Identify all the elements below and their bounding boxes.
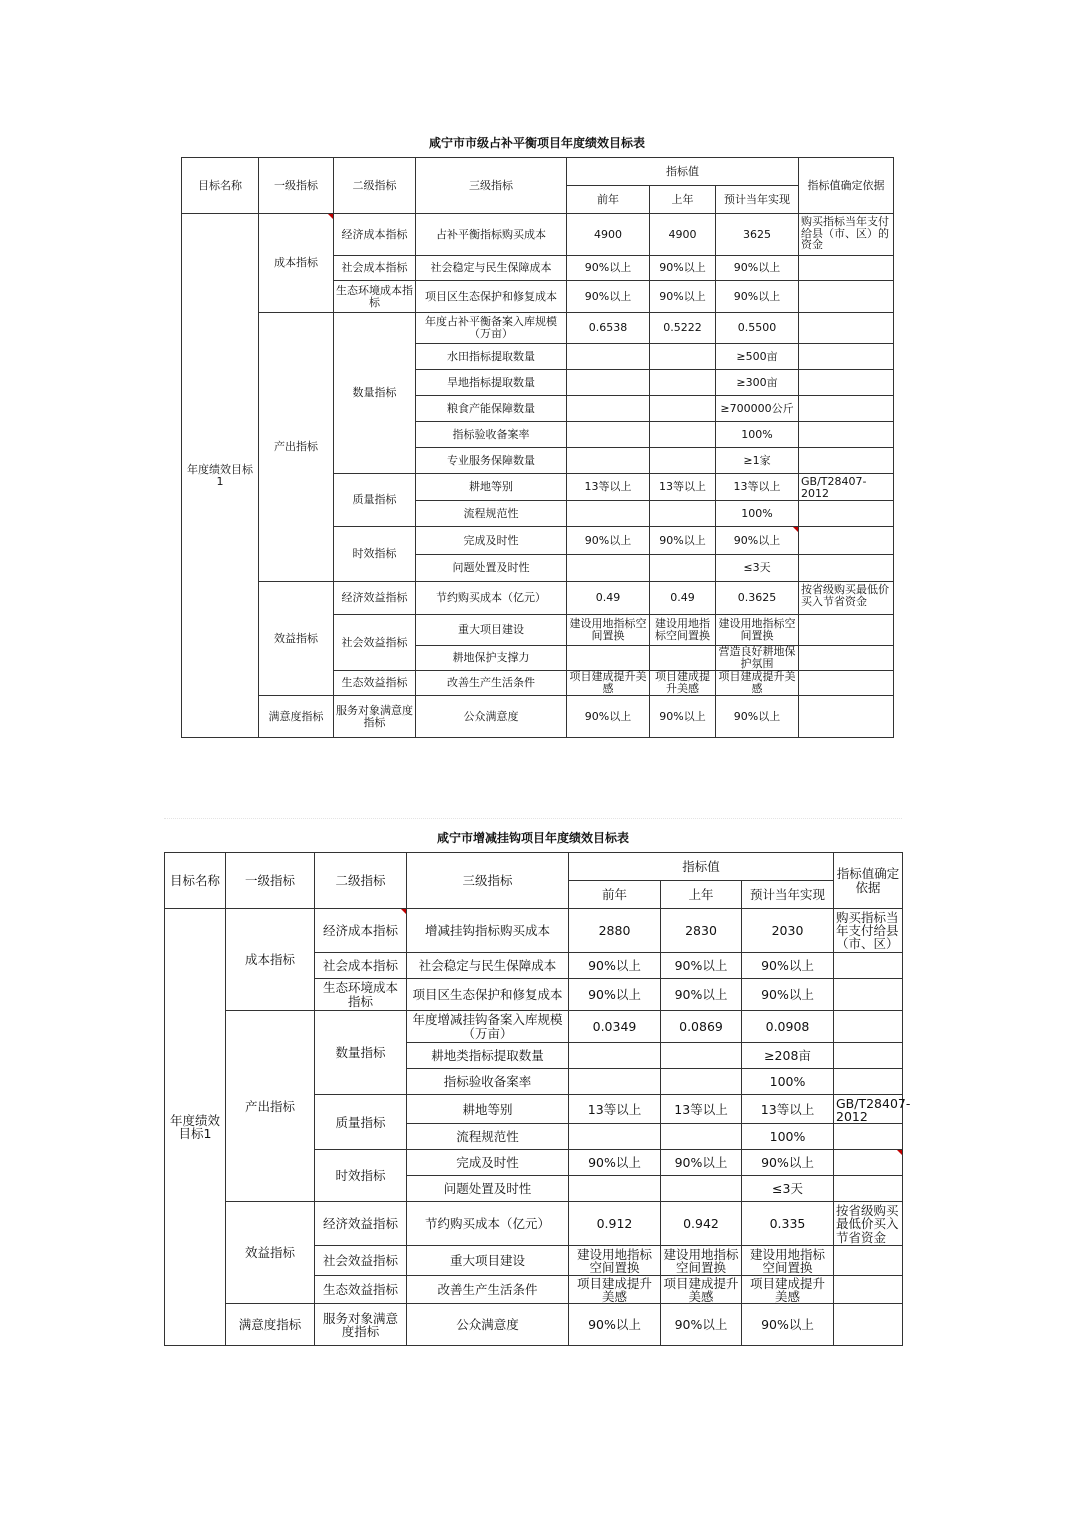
level3-cell: 粮食产能保障数量 (416, 396, 567, 422)
last-year-cell: 90%以上 (661, 979, 742, 1011)
expected-cell: ≤3天 (742, 1176, 834, 1202)
goal-cell: 年度绩效目标1 (182, 214, 259, 738)
level3-cell: 问题处置及时性 (407, 1176, 569, 1202)
level2-cell: 社会成本指标 (315, 953, 407, 979)
level2-cell: 服务对象满意度指标 (334, 696, 416, 738)
header-level2: 二级指标 (315, 853, 407, 909)
basis-cell (799, 256, 894, 281)
basis-cell (834, 1124, 903, 1150)
last-year-cell: 90%以上 (650, 527, 716, 555)
last-year-cell (650, 501, 716, 527)
basis-cell (799, 671, 894, 696)
level1-output: 产出指标 (259, 313, 334, 582)
expected-cell: 项目建成提升美感 (742, 1276, 834, 1304)
header-prev-year: 前年 (567, 186, 650, 214)
header-level1: 一级指标 (226, 853, 315, 909)
basis-cell (799, 344, 894, 370)
basis-cell (799, 527, 894, 555)
page-divider (164, 818, 902, 819)
basis-cell: 按省级购买最低价买入节省资金 (834, 1202, 903, 1246)
last-year-cell: 建设用地指标空间置换 (661, 1246, 742, 1276)
level3-cell: 旱地指标提取数量 (416, 370, 567, 396)
basis-cell: 按省级购买最低价买入节省资金 (799, 582, 894, 615)
level2-cell: 服务对象满意度指标 (315, 1304, 407, 1346)
table-row (165, 909, 903, 953)
expected-cell: 项目建成提升美感 (716, 671, 799, 696)
header-basis: 指标值确定依据 (799, 158, 894, 214)
level2-cell: 质量指标 (334, 474, 416, 527)
header-level1: 一级指标 (259, 158, 334, 214)
basis-cell (834, 1011, 903, 1043)
prev-year-cell: 建设用地指标空间置换 (567, 615, 650, 646)
prev-year-cell: 0.0349 (569, 1011, 661, 1043)
level3-cell: 改善生产生活条件 (416, 671, 567, 696)
level3-cell: 耕地等别 (416, 474, 567, 501)
expected-cell: 100% (716, 422, 799, 448)
prev-year-cell: 4900 (567, 214, 650, 256)
header-indicator-value: 指标值 (569, 853, 834, 881)
basis-cell (799, 501, 894, 527)
prev-year-cell (567, 344, 650, 370)
last-year-cell (650, 344, 716, 370)
prev-year-cell (567, 396, 650, 422)
basis-cell (834, 1069, 903, 1095)
expected-cell: ≥208亩 (742, 1043, 834, 1069)
level3-cell: 重大项目建设 (416, 615, 567, 646)
level1-cost: 成本指标 (259, 214, 334, 313)
last-year-cell: 13等以上 (650, 474, 716, 501)
prev-year-cell (569, 1176, 661, 1202)
prev-year-cell: 2880 (569, 909, 661, 953)
level3-cell: 年度增减挂钩备案入库规模（万亩） (407, 1011, 569, 1043)
prev-year-cell (567, 501, 650, 527)
basis-cell (799, 555, 894, 582)
last-year-cell: 项目建成提升美感 (650, 671, 716, 696)
prev-year-cell (567, 448, 650, 474)
prev-year-cell: 90%以上 (569, 1304, 661, 1346)
level3-cell: 公众满意度 (416, 696, 567, 738)
expected-cell: 0.3625 (716, 582, 799, 615)
table-row (182, 214, 894, 256)
goal-cell: 年度绩效目标1 (165, 909, 226, 1346)
expected-cell: 90%以上 (742, 953, 834, 979)
level2-cell: 生态效益指标 (334, 671, 416, 696)
level3-cell: 社会稳定与民生保障成本 (407, 953, 569, 979)
level3-cell: 项目区生态保护和修复成本 (407, 979, 569, 1011)
level2-cell: 生态效益指标 (315, 1276, 407, 1304)
last-year-cell (650, 448, 716, 474)
expected-cell: 100% (742, 1124, 834, 1150)
prev-year-cell (569, 1043, 661, 1069)
level3-cell: 耕地等别 (407, 1095, 569, 1124)
last-year-cell: 90%以上 (650, 256, 716, 281)
level2-cell: 经济成本指标 (334, 214, 416, 256)
basis-cell (799, 696, 894, 738)
expected-cell: 13等以上 (716, 474, 799, 501)
level3-cell: 社会稳定与民生保障成本 (416, 256, 567, 281)
expected-cell: 2030 (742, 909, 834, 953)
last-year-cell: 建设用地指标空间置换 (650, 615, 716, 646)
basis-cell (799, 646, 894, 671)
level3-cell: 重大项目建设 (407, 1246, 569, 1276)
level1-satisfaction: 满意度指标 (259, 696, 334, 738)
level2-cell: 社会效益指标 (315, 1246, 407, 1276)
prev-year-cell (567, 555, 650, 582)
basis-cell (799, 396, 894, 422)
basis-cell (834, 1276, 903, 1304)
last-year-cell: 0.49 (650, 582, 716, 615)
expected-cell: 90%以上 (716, 256, 799, 281)
level2-cell: 社会效益指标 (334, 615, 416, 671)
last-year-cell: 90%以上 (650, 696, 716, 738)
table-row (182, 313, 894, 344)
performance-table-1 (181, 157, 894, 738)
level3-cell: 耕地保护支撑力 (416, 646, 567, 671)
table-row (165, 1011, 903, 1043)
level2-cell: 时效指标 (315, 1150, 407, 1202)
last-year-cell: 0.942 (661, 1202, 742, 1246)
header-indicator-value: 指标值 (567, 158, 799, 186)
header-expected: 预计当年实现 (716, 186, 799, 214)
expected-cell: ≥500亩 (716, 344, 799, 370)
expected-cell: ≥700000公斤 (716, 396, 799, 422)
basis-cell: 购买指标当年支付给县（市、区） (834, 909, 903, 953)
header-prev-year: 前年 (569, 881, 661, 909)
level1-cost: 成本指标 (226, 909, 315, 1011)
last-year-cell (650, 396, 716, 422)
basis-cell: GB/T28407-2012 (834, 1095, 903, 1124)
expected-cell: 0.5500 (716, 313, 799, 344)
basis-cell (834, 1304, 903, 1346)
prev-year-cell: 项目建成提升美感 (567, 671, 650, 696)
last-year-cell: 0.0869 (661, 1011, 742, 1043)
level1-benefit: 效益指标 (259, 582, 334, 696)
expected-cell: 0.335 (742, 1202, 834, 1246)
last-year-cell (650, 370, 716, 396)
level3-cell: 专业服务保障数量 (416, 448, 567, 474)
prev-year-cell: 0.912 (569, 1202, 661, 1246)
header-level3: 三级指标 (416, 158, 567, 214)
level2-cell: 经济效益指标 (334, 582, 416, 615)
expected-cell: 100% (716, 501, 799, 527)
level1-output: 产出指标 (226, 1011, 315, 1202)
header-level2: 二级指标 (334, 158, 416, 214)
basis-cell (799, 370, 894, 396)
prev-year-cell: 90%以上 (569, 979, 661, 1011)
expected-cell: 3625 (716, 214, 799, 256)
expected-cell: 90%以上 (716, 527, 799, 555)
level3-cell: 水田指标提取数量 (416, 344, 567, 370)
level3-cell: 耕地类指标提取数量 (407, 1043, 569, 1069)
level2-cell: 社会成本指标 (334, 256, 416, 281)
last-year-cell: 0.5222 (650, 313, 716, 344)
expected-cell: ≥1家 (716, 448, 799, 474)
basis-cell (834, 1150, 903, 1176)
prev-year-cell (567, 422, 650, 448)
last-year-cell (661, 1124, 742, 1150)
last-year-cell: 4900 (650, 214, 716, 256)
expected-cell: 营造良好耕地保护氛围 (716, 646, 799, 671)
prev-year-cell (567, 646, 650, 671)
basis-cell (799, 281, 894, 313)
header-target-name: 目标名称 (182, 158, 259, 214)
prev-year-cell: 90%以上 (567, 527, 650, 555)
expected-cell: 90%以上 (742, 979, 834, 1011)
basis-cell (799, 313, 894, 344)
last-year-cell: 90%以上 (650, 281, 716, 313)
level2-cell: 数量指标 (315, 1011, 407, 1095)
expected-cell: 90%以上 (716, 696, 799, 738)
level3-cell: 完成及时性 (407, 1150, 569, 1176)
level2-cell: 生态环境成本指标 (315, 979, 407, 1011)
header-expected: 预计当年实现 (742, 881, 834, 909)
level3-cell: 问题处置及时性 (416, 555, 567, 582)
last-year-cell: 90%以上 (661, 1304, 742, 1346)
expected-cell: 90%以上 (742, 1304, 834, 1346)
basis-cell (834, 1043, 903, 1069)
basis-cell (834, 953, 903, 979)
last-year-cell: 13等以上 (661, 1095, 742, 1124)
level3-cell: 年度占补平衡备案入库规模（万亩） (416, 313, 567, 344)
header-level3: 三级指标 (407, 853, 569, 909)
expected-cell: 建设用地指标空间置换 (742, 1246, 834, 1276)
prev-year-cell: 90%以上 (567, 281, 650, 313)
level3-cell: 完成及时性 (416, 527, 567, 555)
last-year-cell (661, 1043, 742, 1069)
header-last-year: 上年 (661, 881, 742, 909)
level2-cell: 经济效益指标 (315, 1202, 407, 1246)
basis-cell (834, 979, 903, 1011)
level1-satisfaction: 满意度指标 (226, 1304, 315, 1346)
prev-year-cell: 90%以上 (569, 953, 661, 979)
level3-cell: 改善生产生活条件 (407, 1276, 569, 1304)
header-basis: 指标值确定依据 (834, 853, 903, 909)
last-year-cell: 90%以上 (661, 953, 742, 979)
prev-year-cell: 90%以上 (569, 1150, 661, 1176)
header-target-name: 目标名称 (165, 853, 226, 909)
basis-cell (834, 1176, 903, 1202)
prev-year-cell: 0.6538 (567, 313, 650, 344)
prev-year-cell: 0.49 (567, 582, 650, 615)
level3-cell: 节约购买成本（亿元） (416, 582, 567, 615)
prev-year-cell: 建设用地指标空间置换 (569, 1246, 661, 1276)
header-last-year: 上年 (650, 186, 716, 214)
expected-cell: 90%以上 (742, 1150, 834, 1176)
basis-cell: 购买指标当年支付给县（市、区）的资金 (799, 214, 894, 256)
level3-cell: 项目区生态保护和修复成本 (416, 281, 567, 313)
last-year-cell (650, 422, 716, 448)
last-year-cell: 2830 (661, 909, 742, 953)
last-year-cell (650, 555, 716, 582)
basis-cell (834, 1246, 903, 1276)
expected-cell: 建设用地指标空间置换 (716, 615, 799, 646)
last-year-cell (661, 1069, 742, 1095)
level2-cell: 数量指标 (334, 313, 416, 474)
table-row (165, 1304, 903, 1346)
prev-year-cell: 13等以上 (567, 474, 650, 501)
expected-cell: 90%以上 (716, 281, 799, 313)
expected-cell: ≤3天 (716, 555, 799, 582)
level1-benefit: 效益指标 (226, 1202, 315, 1304)
expected-cell: 0.0908 (742, 1011, 834, 1043)
table-row (182, 582, 894, 615)
table-row (182, 696, 894, 738)
level3-cell: 指标验收备案率 (407, 1069, 569, 1095)
prev-year-cell (569, 1069, 661, 1095)
basis-cell: GB/T28407-2012 (799, 474, 894, 501)
level3-cell: 指标验收备案率 (416, 422, 567, 448)
prev-year-cell (567, 370, 650, 396)
level2-cell: 质量指标 (315, 1095, 407, 1150)
performance-table-2 (164, 852, 911, 1346)
level3-cell: 公众满意度 (407, 1304, 569, 1346)
last-year-cell: 项目建成提升美感 (661, 1276, 742, 1304)
basis-cell (799, 615, 894, 646)
last-year-cell: 90%以上 (661, 1150, 742, 1176)
basis-cell (799, 422, 894, 448)
prev-year-cell (569, 1124, 661, 1150)
prev-year-cell: 13等以上 (569, 1095, 661, 1124)
level3-cell: 占补平衡指标购买成本 (416, 214, 567, 256)
level2-cell: 时效指标 (334, 527, 416, 582)
last-year-cell (650, 646, 716, 671)
expected-cell: ≥300亩 (716, 370, 799, 396)
level3-cell: 流程规范性 (416, 501, 567, 527)
level3-cell: 流程规范性 (407, 1124, 569, 1150)
level3-cell: 增减挂钩指标购买成本 (407, 909, 569, 953)
level2-cell: 经济成本指标 (315, 909, 407, 953)
table-row (165, 1202, 903, 1246)
last-year-cell (661, 1176, 742, 1202)
prev-year-cell: 90%以上 (567, 696, 650, 738)
table1-title: 咸宁市市级占补平衡项目年度绩效目标表 (428, 136, 645, 150)
prev-year-cell: 项目建成提升美感 (569, 1276, 661, 1304)
level3-cell: 节约购买成本（亿元） (407, 1202, 569, 1246)
table2-title: 咸宁市增减挂钩项目年度绩效目标表 (436, 831, 629, 845)
level2-cell: 生态环境成本指标 (334, 281, 416, 313)
prev-year-cell: 90%以上 (567, 256, 650, 281)
expected-cell: 13等以上 (742, 1095, 834, 1124)
expected-cell: 100% (742, 1069, 834, 1095)
basis-cell (799, 448, 894, 474)
